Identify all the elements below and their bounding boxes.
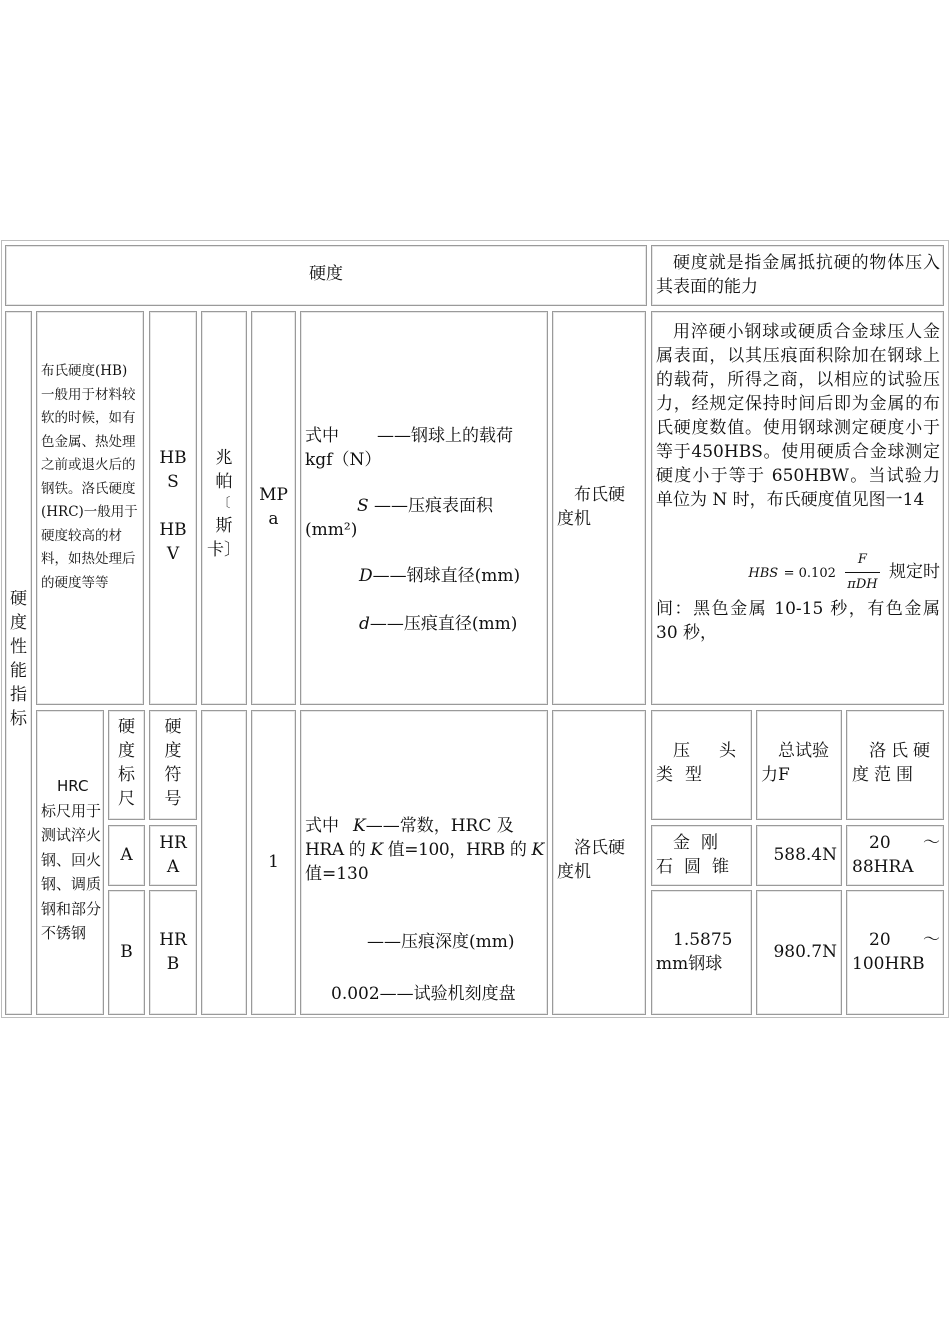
rockwell-symbol-b: HR B: [159, 930, 187, 974]
rockwell-machine: 洛氏硬度机: [557, 838, 625, 882]
brinell-description: 布氏硬度(HB)一般用于材料较软的时候，如有色金属、热处理之前或退火后的钢铁。洛氏硬度(HRC)一般用于硬度较高的材料，如热处理后的硬度等等: [41, 363, 138, 591]
header-definition: 硬度就是指金属抵抗硬的物体压入其表面的能力: [656, 253, 940, 297]
rockwell-symbol-a: HR A: [159, 833, 187, 877]
rockwell-scale-a: A: [120, 845, 133, 865]
header-title: 硬度: [309, 264, 343, 284]
brinell-explanation: 用淬硬小钢球或硬质合金球压人金属表面，以其压痕面积除加在钢球上的载荷，所得之商，以相应的试验压力，经规定保持时间后即为金属的布氏硬度数值。使用钢球测定硬度小于等于450HBS。使用硬质合金球测定硬度小于等于 650HBW。当试验力单位为 N 时，布氏硬度值见图一14 HBS = 0.102 $\frac{F}{\text{πDH}}$ 规定时 间：黑色金属 10-15 秒，有色金属 30 秒，: [656, 322, 940, 643]
rockwell-formula: 式中 K——常数，HRC 及 HRA 的 K 值=100，HRB 的 K 值=130 ——压痕深度(mm) 0.002——试验机刻度盘: [305, 816, 544, 1004]
rockwell-indenter-b: 1.5875mm钢球: [656, 930, 733, 974]
rockwell-force-a: 588.4N: [773, 845, 837, 865]
rockwell-force-b: 980.7N: [773, 942, 837, 962]
hbs-fraction: $\frac{F}{\text{πDH}}$: [845, 548, 879, 597]
rockwell-scale-header: 硬 度 标 尺: [118, 717, 135, 809]
rockwell-range-a: 20 ～ 88HRA: [852, 833, 940, 877]
rockwell-scale-b: B: [120, 942, 133, 962]
rockwell-force-header: 总试验力F: [761, 741, 829, 785]
rockwell-indenter-header: 压头类型: [656, 741, 748, 785]
rockwell-unit: 1: [268, 852, 279, 872]
rockwell-unit-name-cell: [201, 710, 247, 1015]
brinell-unit: MP a: [259, 485, 288, 529]
brinell-symbol: HB S HB V: [159, 448, 187, 564]
brinell-formula: 式中 ——钢球上的载荷 kgf（N） S ——压痕表面积 (mm²) D——钢球直径(mm) d——压痕直径(mm): [305, 426, 521, 634]
brinell-unit-name: 兆 帕 〔 斯 卡〕: [207, 448, 241, 560]
brinell-machine: 布氏硬度机: [557, 485, 625, 529]
section-label: 硬 度 性 能 指 标: [10, 589, 27, 729]
rockwell-description: HRC 标尺用于测试淬火钢、回火钢、调质钢和部分不锈钢: [41, 777, 102, 942]
rockwell-indenter-a: 金刚石圆锥: [656, 833, 740, 877]
rockwell-range-header: 洛氏硬度范围: [852, 741, 935, 785]
rockwell-symbol-header: 硬 度 符 号: [164, 717, 182, 809]
rockwell-range-b: 20 ～ 100HRB: [852, 930, 940, 974]
